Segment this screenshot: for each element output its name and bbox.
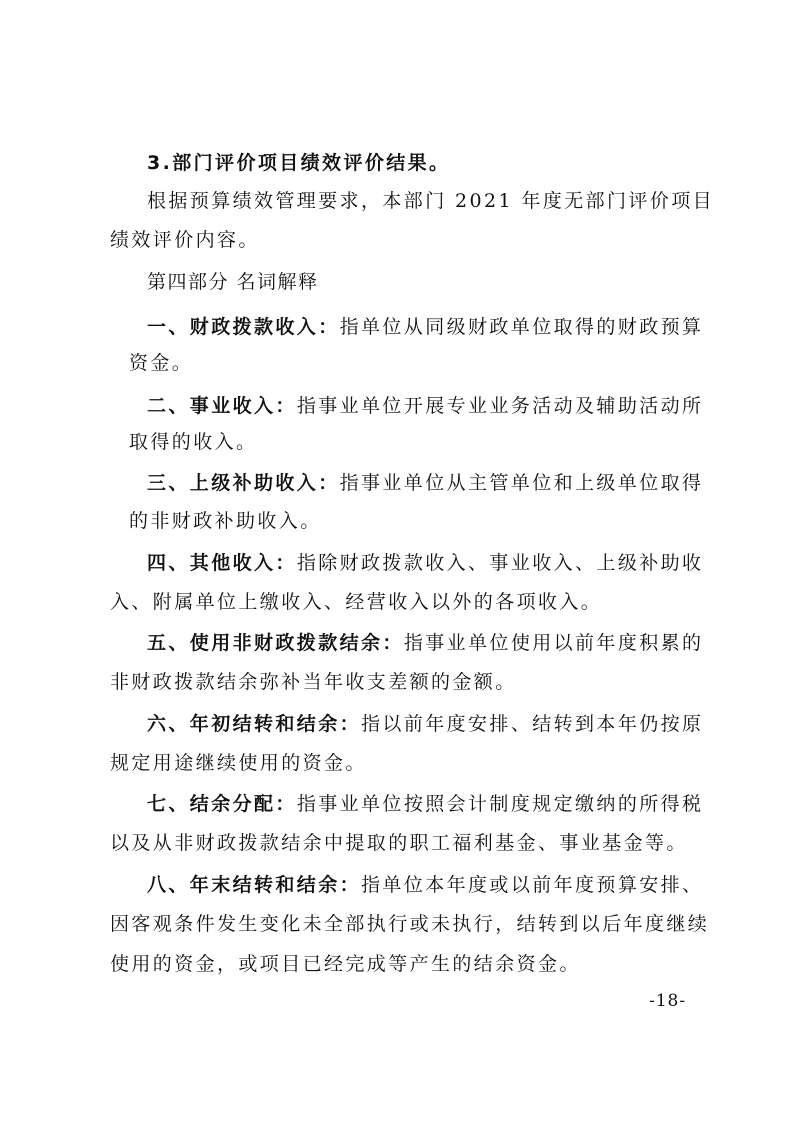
term-entry-5 (147, 630, 703, 656)
term-definition: 指事业单位使用以前年度积累的 (403, 632, 704, 654)
term-definition-continuation: 入、附属单位上缴收入、经营收入以外的各项收入。 (110, 591, 603, 613)
term-definition-continuation: 取得的收入。 (129, 431, 258, 453)
term-label: 六、年初结转和结余： (147, 713, 362, 735)
term-definition-continuation: 以及从非财政拨款结余中提取的职工福利基金、事业基金等。 (110, 832, 688, 854)
term-definition-continuation: 使用的资金，或项目已经完成等产生的结余资金。 (110, 953, 581, 975)
term-entry-7 (147, 791, 703, 817)
term-entry-2 (147, 393, 703, 419)
section-title-performance-evaluation: 3.部门评价项目绩效评价结果。 (147, 152, 451, 174)
term-entry-3 (147, 470, 703, 496)
term-definition: 指除财政拨款收入、事业收入、上级补助收 (296, 552, 704, 574)
term-label: 一、财政拨款收入： (147, 316, 340, 338)
term-label: 二、事业收入： (147, 395, 297, 417)
performance-evaluation-text-line-1: 根据预算绩效管理要求，本部门 2021 年度无部门评价项目 (147, 190, 715, 212)
term-entry-6 (147, 711, 703, 737)
term-definition: 指事业单位按照会计制度规定缴纳的所得税 (296, 793, 704, 815)
term-label: 五、使用非财政拨款结余： (147, 632, 404, 654)
term-definition: 指单位本年度或以前年度预算安排、 (361, 874, 704, 896)
term-entry-4 (147, 550, 703, 576)
term-definition: 指事业单位从主管单位和上级单位取得 (339, 472, 704, 494)
term-label: 三、上级补助收入： (147, 472, 340, 494)
term-entry-8 (147, 872, 703, 898)
term-definition-continuation: 规定用途继续使用的资金。 (110, 752, 367, 774)
term-label: 八、年末结转和结余： (147, 874, 362, 896)
term-definition-continuation: 的非财政补助收入。 (129, 510, 322, 532)
performance-evaluation-text-line-2: 绩效评价内容。 (110, 229, 260, 251)
term-label: 七、结余分配： (147, 793, 297, 815)
term-definition: 指以前年度安排、结转到本年仍按原 (361, 713, 704, 735)
term-definition: 指事业单位开展专业业务活动及辅助活动所 (296, 395, 704, 417)
page-number: -18- (649, 991, 687, 1011)
term-definition: 指单位从同级财政单位取得的财政预算 (339, 316, 704, 338)
part-four-title: 第四部分 名词解释 (147, 271, 319, 293)
term-definition-continuation: 非财政拨款结余弥补当年收支差额的金额。 (110, 671, 517, 693)
term-definition-continuation: 资金。 (129, 352, 194, 374)
term-definition-continuation: 因客观条件发生变化未全部执行或未执行，结转到以后年度继续 (110, 913, 710, 935)
term-entry-1 (147, 314, 703, 340)
term-label: 四、其他收入： (147, 552, 297, 574)
